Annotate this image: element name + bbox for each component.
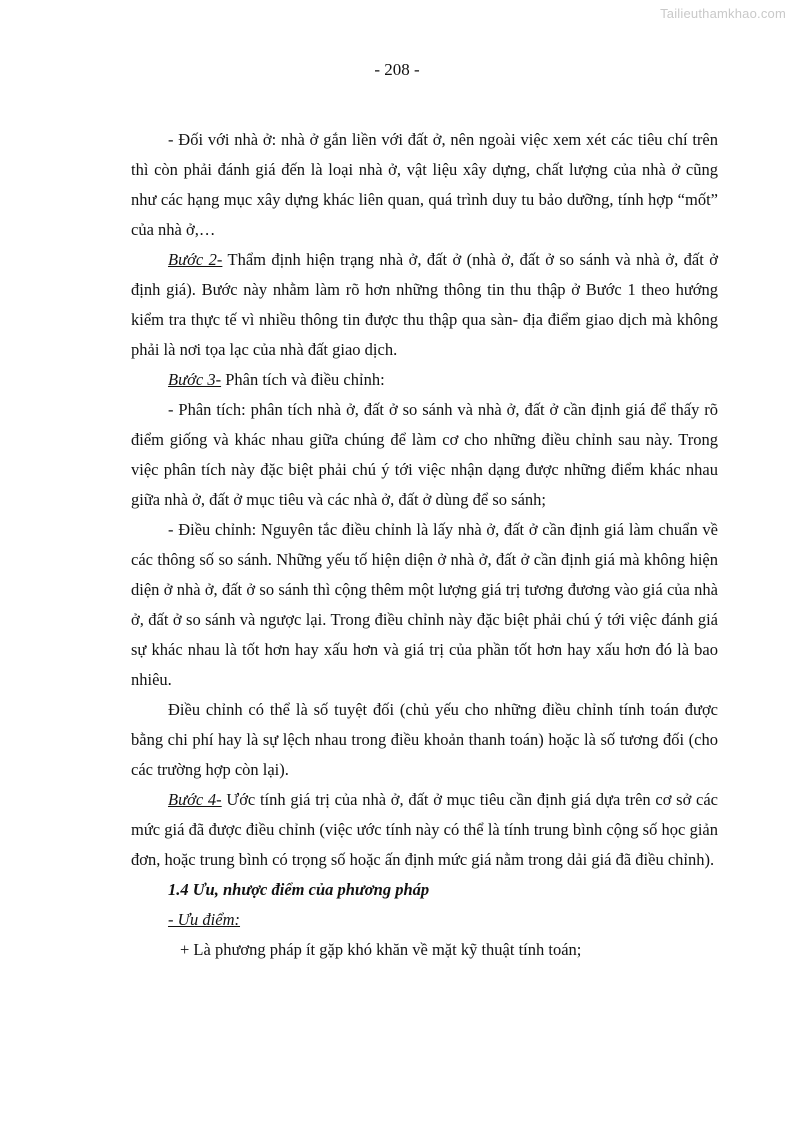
document-body bbox=[131, 125, 718, 965]
step-2-label: Bước 2- bbox=[168, 250, 223, 269]
paragraph-nha-o: - Đối với nhà ở: nhà ở gắn liền với đất ở, nên ngoài việc xem xét các tiêu chí trên thì còn phải đánh giá đến là loại nhà ở, vật liệu xây dựng, chất lượng của nhà ở cũng như các hạng mục xây dựng khác liên quan, quá trình duy tu bảo dưỡng, tính hợp “mốt” của nhà ở,… bbox=[131, 130, 718, 239]
paragraph-buoc-2 bbox=[131, 245, 718, 365]
section-heading: 1.4 Ưu, nhược điểm của phương pháp bbox=[168, 880, 430, 899]
step-4-text: Ước tính giá trị của nhà ở, đất ở mục tiêu cần định giá dựa trên cơ sở các mức giá đã được điều chỉnh (việc ước tính này có thể là tính trung bình cộng số học giản đơn, hoặc trung bình có trọng số hoặc ấn định mức giá nằm trong dải giá đã điều chỉnh). bbox=[131, 790, 718, 869]
step-2-text: Thẩm định hiện trạng nhà ở, đất ở (nhà ở, đất ở so sánh và nhà ở, đất ở định giá). Bước này nhằm làm rõ hơn những thông tin thu thập ở Bước 1 theo hướng kiểm tra thực tế vì nhiều thông tin được thu thập qua sàn- địa điểm giao dịch mà không phải là nơi tọa lạc của nhà đất giao dịch. bbox=[131, 250, 718, 359]
paragraph-buoc-4 bbox=[131, 785, 718, 875]
step-3-text: Phân tích và điều chỉnh: bbox=[221, 370, 385, 389]
paragraph-phan-tich: - Phân tích: phân tích nhà ở, đất ở so sánh và nhà ở, đất ở cần định giá để thấy rõ điểm giống và khác nhau giữa chúng để làm cơ cho những điều chỉnh sau này. Trong việc phân tích này đặc biệt phải chú ý tới việc nhận dạng được những điểm khác nhau giữa nhà ở, đất ở mục tiêu và các nhà ở, đất ở dùng để so sánh; bbox=[131, 400, 718, 509]
paragraph-so-tuyet-doi: Điều chỉnh có thể là số tuyệt đối (chủ yếu cho những điều chỉnh tính toán được bằng chi phí hay là sự lệch nhau trong điều khoản thanh toán) hoặc là số tương đối (cho các trường hợp còn lại). bbox=[131, 700, 718, 779]
advantage-item: + Là phương pháp ít gặp khó khăn về mặt kỹ thuật tính toán; bbox=[180, 940, 582, 959]
step-3-label: Bước 3- bbox=[168, 370, 222, 389]
page-number: - 208 - bbox=[374, 60, 420, 79]
advantages-subheading: - Ưu điểm: bbox=[168, 910, 241, 929]
step-4-label: Bước 4- bbox=[168, 790, 222, 809]
watermark-text: Tailieuthamkhao.com bbox=[660, 6, 786, 21]
paragraph-buoc-3 bbox=[131, 365, 718, 395]
paragraph-dieu-chinh: - Điều chỉnh: Nguyên tắc điều chỉnh là lấy nhà ở, đất ở cần định giá làm chuẩn về các thông số so sánh. Những yếu tố hiện diện ở nhà ở, đất ở cần định giá mà không hiện diện ở nhà ở, đất ở so sánh thì cộng thêm một lượng giá trị tương đương vào giá của nhà ở, đất ở so sánh và ngược lại. Trong điều chỉnh này đặc biệt phải chú ý tới việc đánh giá sự khác nhau là tốt hơn hay xấu hơn và giá trị của phần tốt hơn hay xấu hơn đó là bao nhiêu. bbox=[131, 520, 718, 689]
